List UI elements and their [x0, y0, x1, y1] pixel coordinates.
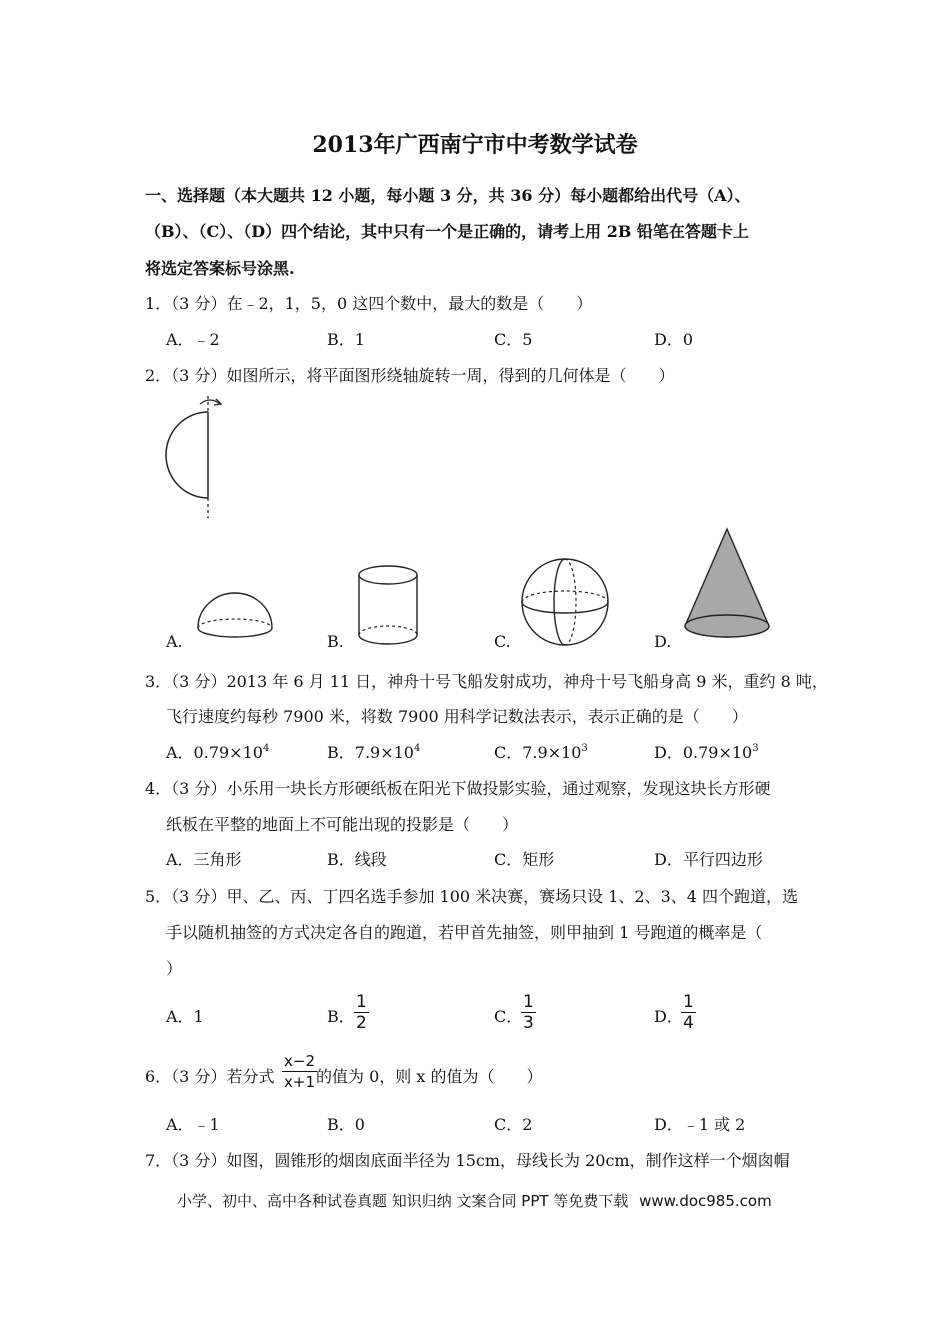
q4-option-d: D．平行四边形: [654, 850, 763, 869]
hemisphere-figure: [195, 590, 275, 642]
cone-figure: [682, 526, 774, 648]
footer: [177, 1190, 772, 1211]
question-1-stem: 1．（3 分）在﹣2，1，5，0 这四个数中，最大的数是（ ）: [145, 294, 593, 313]
q3-option-b: B．$7.9\times 10^4$: [327, 743, 421, 762]
question-4-stem-line-1: 4．（3 分）小乐用一块长方形硬纸板在阳光下做投影实验，通过观察，发现这块长方形硬: [145, 779, 771, 798]
footer-link[interactable]: www.doc985.com: [639, 1192, 772, 1210]
q6-option-a: A．﹣1: [166, 1115, 220, 1134]
q2-option-d: D.: [654, 632, 672, 651]
question-5-stem-line-1: 5．（3 分）甲、乙、丙、丁四名选手参加 100 米决赛，赛场只设 1、2、3、4 四个跑道，选: [145, 887, 799, 906]
q5-option-c-fraction: $\frac{1}{3}$: [523, 992, 534, 1033]
q3-option-c: C．$7.9\times 10^3$: [494, 743, 588, 762]
section-heading-line-1: 一、选择题（本大题共 12 小题，每小题 3 分，共 36 分）每小题都给出代号（A）、: [145, 186, 751, 205]
q1-option-a: A．﹣2: [166, 330, 220, 349]
question-5-stem-line-3: ）: [166, 959, 183, 978]
q1-option-c: C．5: [494, 330, 533, 349]
q5-option-d-fraction: $\frac{1}{4}$: [683, 992, 694, 1033]
q1-option-b: B．1: [327, 330, 365, 349]
section-heading-line-3: 将选定答案标号涂黑.: [145, 259, 295, 278]
question-5-stem-line-2: 手以随机抽签的方式决定各自的跑道，若甲首先抽签，则甲抽到 1 号跑道的概率是（: [166, 923, 763, 942]
question-3-stem-line-2: 飞行速度约每秒 7900 米，将数 7900 用科学记数法表示，表示正确的是（ ）: [166, 707, 748, 726]
question-4-stem-line-2: 纸板在平整的地面上不可能出现的投影是（ ）: [166, 815, 519, 834]
q4-option-b: B．线段: [327, 850, 387, 869]
page-title: 2013年广西南宁市中考数学试卷: [312, 132, 638, 158]
q6-option-c: C．2: [494, 1115, 533, 1134]
q3-option-d: D．$0.79\times 10^3$: [654, 743, 759, 762]
q6-option-b: B．0: [327, 1115, 365, 1134]
q6-option-d: D．﹣1 或 2: [654, 1115, 746, 1134]
q4-option-c: C．矩形: [494, 850, 555, 869]
q4-option-a: A．三角形: [166, 850, 242, 869]
q1-option-d: D．0: [654, 330, 694, 349]
q5-option-a: A．1: [166, 1007, 204, 1026]
semicircle-rotation-figure: [160, 392, 240, 522]
q5-option-d: D．: [654, 1007, 683, 1026]
q2-option-c: C.: [494, 632, 511, 651]
question-3-stem-line-1: 3．（3 分）2013 年 6 月 11 日，神舟十号飞船发射成功，神舟十号飞船身高 9 米，重约 8 吨，: [145, 672, 828, 691]
footer-text: 小学、初中、高中各种试卷真题 知识归纳 文案合同 PPT 等免费下载: [177, 1192, 629, 1210]
q2-option-b: B.: [327, 632, 344, 651]
cylinder-figure: [355, 563, 421, 649]
q5-option-b-fraction: $\frac{1}{2}$: [356, 992, 367, 1033]
q3-option-a: A．$0.79\times 10^4$: [166, 743, 270, 762]
sphere-figure: [518, 554, 612, 650]
section-heading-line-2: （B）、（C）、（D）四个结论，其中只有一个是正确的，请考上用 2B 铅笔在答题卡上: [145, 222, 749, 241]
question-2-stem: 2．（3 分）如图所示，将平面图形绕轴旋转一周，得到的几何体是（ ）: [145, 366, 675, 385]
question-6-stem-suffix: 的值为 0，则 x 的值为（ ）: [316, 1067, 543, 1086]
q6-fraction: $\frac{x-2}{x+1}$: [284, 1052, 315, 1091]
q5-option-b: B．: [327, 1007, 355, 1026]
q5-option-c: C．: [494, 1007, 523, 1026]
question-6-stem-prefix: 6．（3 分）若分式: [145, 1067, 275, 1086]
q2-option-a: A.: [166, 632, 183, 651]
question-7-stem: 7．（3 分）如图，圆锥形的烟囱底面半径为 15cm，母线长为 20cm，制作这样一个烟囱帽: [145, 1151, 790, 1170]
